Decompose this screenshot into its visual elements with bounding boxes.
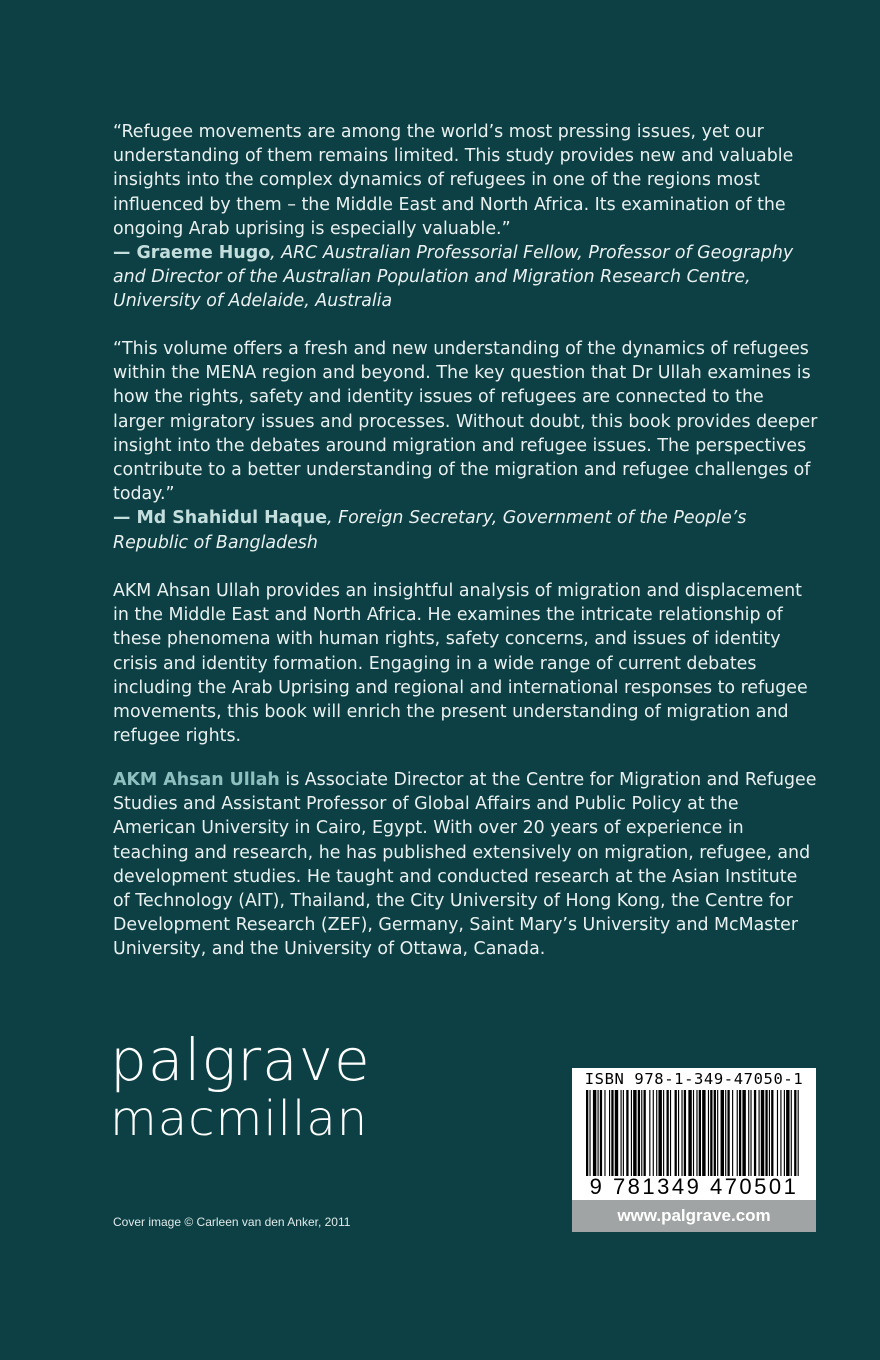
barcode-bar [598,1090,599,1176]
barcode-bar [623,1090,624,1176]
quote-text: “Refugee movements are among the world’s most pressing issues, yet our understanding of them remains limited. This study provides new and valuable insights into the complex dynamics of refugees in one of the regions most influenced by them – the Middle East and North Africa. Its examination of the ongoing Arab uprising is especially valuable.” [113,122,794,239]
quote-attribution [113,506,818,554]
barcode-bar [626,1090,628,1176]
barcode-bar [721,1090,724,1176]
barcode-bar [649,1090,650,1176]
barcode-bar [658,1090,661,1176]
barcode-bar [777,1090,778,1176]
barcode-bar [784,1090,785,1176]
barcode-bar [663,1090,664,1176]
barcode-bar [710,1090,712,1176]
barcode-bar [656,1090,657,1176]
barcode-bar [644,1090,646,1176]
barcode-bar [699,1090,701,1176]
barcode-bar [675,1090,677,1176]
barcode-bar [780,1090,781,1176]
bio-body: is Associate Director at the Centre for Migration and Refugee Studies and Assistant Professor of Global Affairs and Public Policy at the American University in Cairo, Egypt. With over 20 years of experience in teaching and research, he has published extensively on migration, refugee, and development studies. He taught and conducted research at the Asian Institute of Technology (AIT), Thailand, the City University of Hong Kong, the Centre for Development Research (ZEF), Germany, Saint Mary’s University and McMaster University, and the University of Ottawa, Canada. [113,770,817,960]
barcode-bar [786,1090,789,1176]
barcode-digits: 9 781349 470501 [589,1174,799,1199]
barcode-bar [765,1090,767,1176]
barcode-bar [754,1090,756,1176]
barcode-bar [696,1090,697,1176]
publisher-logo [110,1028,371,1146]
barcode-bar [621,1090,622,1176]
book-description [113,579,818,748]
barcode-bar [667,1090,669,1176]
barcode-bar [678,1090,679,1176]
barcode-bar [791,1090,792,1176]
barcode-bar [750,1090,751,1176]
barcode-bar [604,1090,605,1176]
barcode-bar [631,1090,632,1176]
reviewer-name: Graeme Hugo [136,243,271,264]
barcode-bar [794,1090,796,1176]
quote-attribution [113,241,818,314]
barcode-bar [739,1090,741,1176]
barcode-bar [771,1090,773,1176]
description-text: AKM Ahsan Ullah provides an insightful analysis of migration and displacement in the Middle East and North Africa. He examines the intricate relationship of these phenomena with human rights, safety concerns, and issues of identity crisis and identity formation. Engaging in a wide range of current debates including the Arab Uprising and regional and international responses to refugee movements, this book will enrich the present understanding of migration and refugee rights. [113,581,808,747]
barcode-bar [589,1090,590,1176]
publisher-url: www.palgrave.com [572,1200,816,1232]
author-name: AKM Ahsan Ullah [113,770,280,790]
quote-text: “This volume offers a fresh and new understanding of the dynamics of refugees within the MENA region and beyond. The key question that Dr Ullah examines is how the rights, safety and identity issues of refugees are connected to the larger migratory issues and processes. Without doubt, this book provides deeper insight into the debates around migration and refugee issues. The perspectives contribute to a better understanding of the migration and refugee challenges of today.” [113,339,818,505]
barcode-bar [688,1090,691,1176]
barcode-bar [615,1090,618,1176]
barcode-bar [638,1090,640,1176]
barcode-bar [641,1090,642,1176]
barcode-bar [725,1090,726,1176]
barcode-bars [586,1090,802,1176]
author-bio [113,768,818,962]
barcode-bar [737,1090,738,1176]
logo-line-1: palgrave [110,1026,371,1094]
review-quote-2 [113,337,818,555]
barcode-bar [702,1090,705,1176]
barcode-bar [742,1090,745,1176]
barcode-bar [611,1090,613,1176]
barcode-bar [798,1090,799,1176]
barcode-bar [717,1090,718,1176]
barcode-bar [693,1090,694,1176]
barcode-bar [769,1090,770,1176]
barcode-bar [708,1090,709,1176]
barcode-bar [593,1090,596,1176]
reviewer-role: , Foreign Secretary, Government of the People’s Republic of Bangladesh [113,508,747,553]
barcode-bar [609,1090,610,1176]
reviewer-role: , ARC Australian Professorial Fellow, Professor of Geography and Director of the Australian Population and Migration Research Centre, University of Adelaide, Australia [113,243,794,312]
barcode-bar [670,1090,671,1176]
bio-text [113,768,818,962]
dash: — [113,508,137,529]
barcode-bar [600,1090,602,1176]
barcode-bar [633,1090,636,1176]
barcode-bar [732,1090,733,1176]
barcode-bar [727,1090,729,1176]
cover-image-credit: Cover image © Carleen van den Anker, 2011 [113,1215,351,1229]
barcode-bar [761,1090,764,1176]
review-quote-1 [113,120,818,314]
barcode-bar [586,1090,588,1176]
barcode-bar [653,1090,654,1176]
logo-line-2: macmillan [110,1091,369,1147]
dash: — [113,243,137,264]
reviewer-name: Md Shahidul Haque [136,508,328,529]
isbn-label: ISBN 978-1-349-47050-1 [584,1070,804,1088]
barcode-bar [684,1090,686,1176]
isbn-barcode [572,1068,816,1232]
barcode-bar [714,1090,716,1176]
barcode-bar [748,1090,749,1176]
barcode-bar [681,1090,682,1176]
barcode-bar [759,1090,760,1176]
